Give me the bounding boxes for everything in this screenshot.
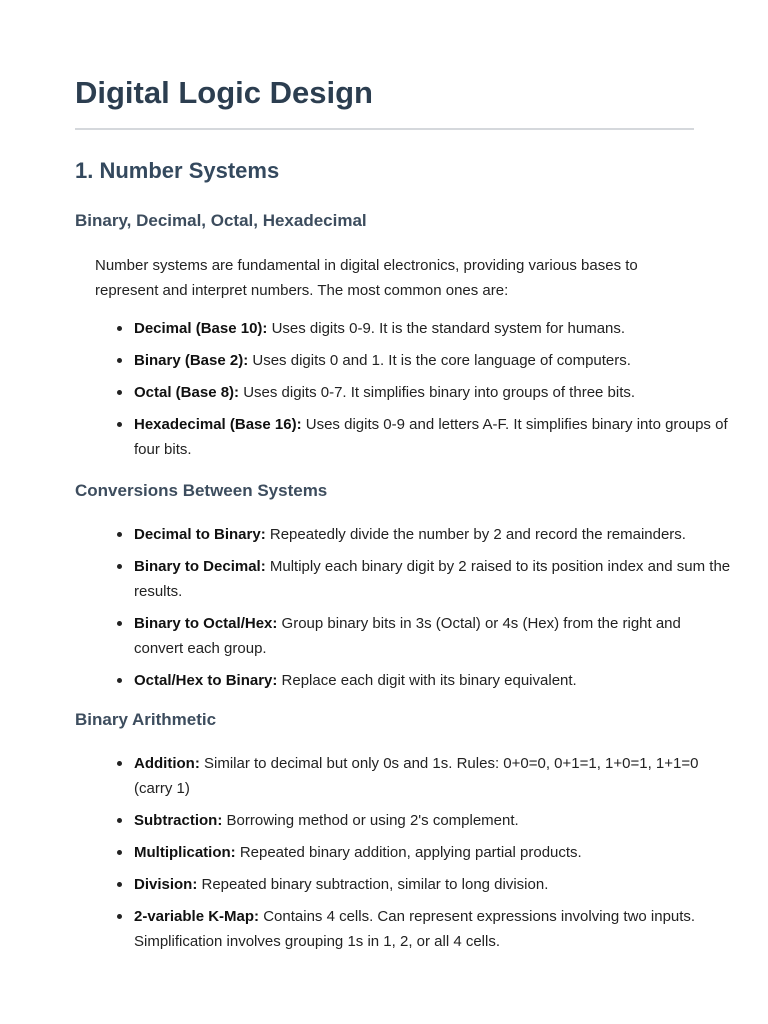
list-item xyxy=(134,872,734,897)
list-item-term: Division: xyxy=(134,876,198,893)
list-item xyxy=(134,412,734,462)
list-item-term: Hexadecimal (Base 16): xyxy=(134,416,302,433)
list-item-text: Similar to decimal but only 0s and 1s. Rules: 0+0=0, 0+1=1, 1+0=1, 1+1=0 (carry 1) xyxy=(134,755,699,797)
list-item xyxy=(134,522,734,547)
list-item-term: Subtraction: xyxy=(134,812,223,829)
list-item-term: Binary to Decimal: xyxy=(134,558,266,575)
list-item-term: Multiplication: xyxy=(134,844,236,861)
list-item xyxy=(134,611,734,661)
document-title: Digital Logic Design xyxy=(75,75,373,110)
intro-paragraph: Number systems are fundamental in digital electronics, providing various bases to represent and interpret numbers. The most common ones are: xyxy=(95,257,638,299)
list-item-term: Addition: xyxy=(134,755,200,772)
list-item-term: Binary to Octal/Hex: xyxy=(134,615,278,632)
list-item-text: Multiply each binary digit by 2 raised to its position index and sum the results. xyxy=(134,558,731,600)
list-item-term: Decimal to Binary: xyxy=(134,526,266,543)
list-item-term: Decimal (Base 10): xyxy=(134,320,268,337)
subsection-heading-arithmetic: Binary Arithmetic xyxy=(75,710,217,729)
list-item-text: Repeatedly divide the number by 2 and record the remainders. xyxy=(265,526,686,543)
systems-list xyxy=(95,316,734,469)
list-item xyxy=(134,316,734,341)
list-item xyxy=(134,554,734,604)
title-divider xyxy=(75,128,694,130)
list-item-text: Uses digits 0-7. It simplifies binary into groups of three bits. xyxy=(239,384,636,401)
list-item-text: Group binary bits in 3s (Octal) or 4s (Hex) from the right and convert each group. xyxy=(134,615,681,657)
list-item-term: Octal/Hex to Binary: xyxy=(134,672,278,689)
list-item xyxy=(134,348,734,373)
subsection-heading-conversions: Conversions Between Systems xyxy=(75,481,328,500)
list-item xyxy=(134,840,734,865)
list-item-text: Uses digits 0-9 and letters A-F. It simplifies binary into groups of four bits. xyxy=(134,416,728,458)
list-item-term: 2-variable K-Map: xyxy=(134,908,260,925)
list-item xyxy=(134,904,734,954)
list-item xyxy=(134,380,734,405)
list-item xyxy=(134,808,734,833)
arithmetic-list xyxy=(95,751,734,961)
list-item-term: Octal (Base 8): xyxy=(134,384,240,401)
list-item-text: Borrowing method or using 2's complement. xyxy=(222,812,519,829)
list-item-text: Replace each digit with its binary equivalent. xyxy=(277,672,577,689)
list-item-text: Uses digits 0-9. It is the standard system for humans. xyxy=(267,320,626,337)
list-item-text: Contains 4 cells. Can represent expressions involving two inputs. Simplification involves grouping 1s in 1, 2, or all 4 cells. xyxy=(134,908,696,950)
list-item-text: Uses digits 0 and 1. It is the core language of computers. xyxy=(248,352,631,369)
conversions-list xyxy=(95,522,734,700)
subsection-heading-systems: Binary, Decimal, Octal, Hexadecimal xyxy=(75,211,367,230)
list-item-text: Repeated binary subtraction, similar to long division. xyxy=(197,876,549,893)
list-item-term: Binary (Base 2): xyxy=(134,352,249,369)
list-item xyxy=(134,668,734,693)
list-item-text: Repeated binary addition, applying partial products. xyxy=(235,844,582,861)
list-item xyxy=(134,751,734,801)
section-heading-number-systems: 1. Number Systems xyxy=(75,158,280,183)
